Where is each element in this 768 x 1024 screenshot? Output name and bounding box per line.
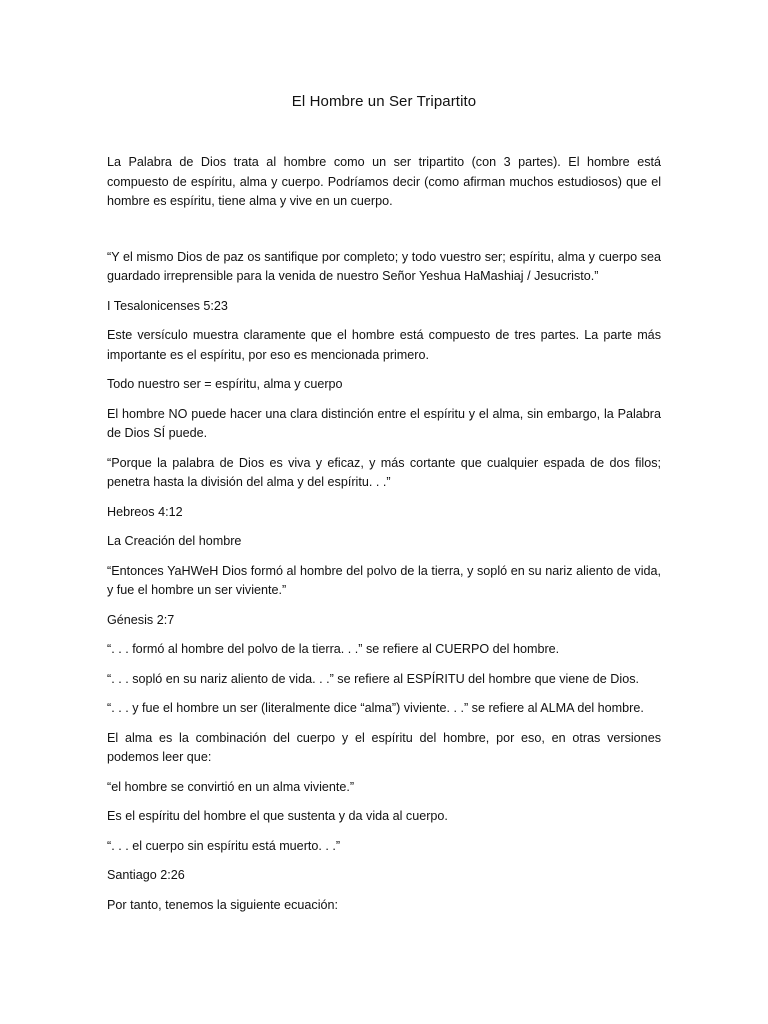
paragraph-quote-hebreos: “Porque la palabra de Dios es viva y eficaz, y más cortante que cualquier espada de dos filos; penetra hasta la división del alma y del espíritu. . .” xyxy=(107,455,661,489)
reference-hebreos: Hebreos 4:12 xyxy=(107,504,183,519)
document-title: El Hombre un Ser Tripartito xyxy=(291,93,477,110)
section-heading-creacion: La Creación del hombre xyxy=(107,534,242,548)
reference-tesalonicenses: I Tesalonicenses 5:23 xyxy=(107,298,228,313)
document-body xyxy=(107,153,661,925)
paragraph-sustenta: Es el espíritu del hombre el que sustenta y da vida al cuerpo. xyxy=(107,809,448,823)
paragraph-combinacion: El alma es la combinación del cuerpo y el espíritu del hombre, por eso, en otras versiones podemos leer que: xyxy=(107,730,661,764)
paragraph-alma-viviente: “el hombre se convirtió en un alma viviente.” xyxy=(107,779,355,794)
reference-santiago: Santiago 2:26 xyxy=(107,868,185,882)
paragraph-cuerpo: “. . . formó al hombre del polvo de la tierra. . .” se refiere al CUERPO del hombre. xyxy=(107,642,560,656)
paragraph-alma: “. . . y fue el hombre un ser (literalmente dice “alma”) viviente. . .” se refiere al ALMA del hombre. xyxy=(107,701,644,715)
paragraph-distincion: El hombre NO puede hacer una clara distinción entre el espíritu y el alma, sin embargo, la Palabra de Dios SÍ puede. xyxy=(107,406,661,440)
paragraph-todo-nuestro-ser: Todo nuestro ser = espíritu, alma y cuerpo xyxy=(107,377,343,391)
paragraph-intro: La Palabra de Dios trata al hombre como un ser tripartito (con 3 partes). El hombre está compuesto de espíritu, alma y cuerpo. Podríamos decir (como afirman muchos estudiosos) que el hombre es espíritu, tiene alma y vive en un cuerpo. xyxy=(107,155,661,208)
paragraph-quote-genesis: “Entonces YaHWeH Dios formó al hombre del polvo de la tierra, y sopló en su nariz aliento de vida, y fue el hombre un ser viviente.” xyxy=(107,563,661,597)
reference-genesis: Génesis 2:7 xyxy=(107,612,175,627)
paragraph-ecuacion: Por tanto, tenemos la siguiente ecuación: xyxy=(107,897,339,912)
paragraph-espiritu: “. . . sopló en su nariz aliento de vida. . .” se refiere al ESPÍRITU del hombre que viene de Dios. xyxy=(107,671,639,686)
paragraph-quote-tesalonicenses: “Y el mismo Dios de paz os santifique por completo; y todo vuestro ser; espíritu, alma y cuerpo sea guardado irreprensible para la venida de nuestro Señor Yeshua HaMashiaj / Jesucristo.” xyxy=(107,249,661,283)
paragraph-explanation: Este versículo muestra claramente que el hombre está compuesto de tres partes. La parte más importante es el espíritu, por eso es mencionada primero. xyxy=(107,328,661,362)
paragraph-cuerpo-muerto: “. . . el cuerpo sin espíritu está muerto. . .” xyxy=(107,838,341,853)
